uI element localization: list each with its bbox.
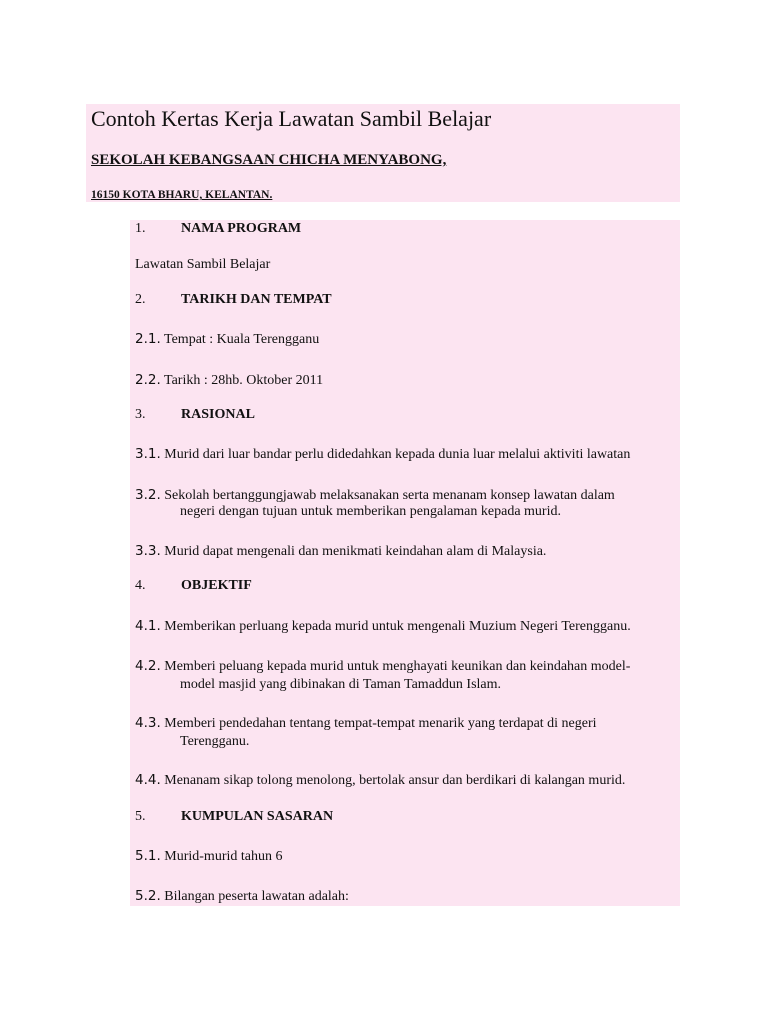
section-title: TARIKH DAN TEMPAT: [181, 292, 332, 307]
item-text: Memberi pendedahan tentang tempat-tempat menarik yang terdapat di negeri: [160, 716, 597, 731]
document-body: [130, 220, 680, 906]
item-text: Menanam sikap tolong menolong, bertolak ansur dan berdikari di kalangan murid.: [160, 773, 626, 788]
item-number: 3.1.: [135, 446, 161, 462]
list-item: [135, 370, 323, 391]
item-number: 5.2.: [135, 888, 161, 904]
school-address: 16150 KOTA BHARU, KELANTAN.: [91, 189, 273, 201]
list-item: [135, 886, 349, 907]
item-number: 3.3.: [135, 543, 161, 559]
section-number: 1.: [135, 221, 146, 236]
section-heading-nama-program: [135, 219, 301, 239]
list-item: [135, 656, 630, 677]
item-text-continued: model masjid yang dibinakan di Taman Tamaddun Islam.: [180, 677, 502, 692]
list-item: [135, 616, 631, 637]
section-title: OBJEKTIF: [181, 578, 252, 593]
item-number: 2.1.: [135, 331, 161, 347]
section-number: 2.: [135, 292, 146, 307]
section-heading-rasional: [135, 405, 255, 425]
section-title: RASIONAL: [181, 407, 255, 422]
item-text-continued: negeri dengan tujuan untuk memberikan pengalaman kepada murid.: [180, 504, 561, 519]
program-name-text: Lawatan Sambil Belajar: [135, 257, 271, 272]
item-text: Murid dapat mengenali dan menikmati keindahan alam di Malaysia.: [160, 544, 547, 559]
item-number: 2.2.: [135, 372, 161, 388]
section-heading-kumpulan-sasaran: [135, 807, 333, 827]
item-text: Sekolah bertanggungjawab melaksanakan serta menanam konsep lawatan dalam: [160, 488, 615, 503]
document-header: [86, 104, 680, 202]
section-heading-tarikh-dan-tempat: [135, 290, 332, 310]
list-item: [135, 329, 319, 350]
list-item: [135, 444, 630, 465]
item-number: 4.1.: [135, 618, 161, 634]
item-text: Bilangan peserta lawatan adalah:: [160, 889, 349, 904]
item-text: Tempat : Kuala Terengganu: [160, 332, 320, 347]
item-number: 4.3.: [135, 715, 161, 731]
section-number: 4.: [135, 578, 146, 593]
item-number: 3.2.: [135, 487, 161, 503]
section-number: 5.: [135, 809, 146, 824]
section-heading-objektif: [135, 576, 252, 596]
school-name: SEKOLAH KEBANGSAAN CHICHA MENYABONG,: [91, 152, 447, 168]
section-title: KUMPULAN SASARAN: [181, 809, 334, 824]
item-text: Murid-murid tahun 6: [160, 849, 283, 864]
item-text: Tarikh : 28hb. Oktober 2011: [160, 373, 324, 388]
item-number: 4.4.: [135, 772, 161, 788]
section-title: NAMA PROGRAM: [181, 221, 302, 236]
list-item: [135, 846, 282, 867]
item-text: Murid dari luar bandar perlu didedahkan kepada dunia luar melalui aktiviti lawatan: [160, 447, 631, 462]
item-text: Memberikan perluang kepada murid untuk mengenali Muzium Negeri Terengganu.: [160, 619, 631, 634]
item-text-continued: Terengganu.: [180, 734, 250, 749]
list-item: [135, 541, 546, 562]
item-text: Memberi peluang kepada murid untuk menghayati keunikan dan keindahan model-: [160, 659, 631, 674]
list-item: [135, 770, 625, 791]
item-number: 5.1.: [135, 848, 161, 864]
list-item: [135, 713, 597, 734]
item-number: 4.2.: [135, 658, 161, 674]
document-title: Contoh Kertas Kerja Lawatan Sambil Belajar: [91, 106, 492, 131]
section-number: 3.: [135, 407, 146, 422]
